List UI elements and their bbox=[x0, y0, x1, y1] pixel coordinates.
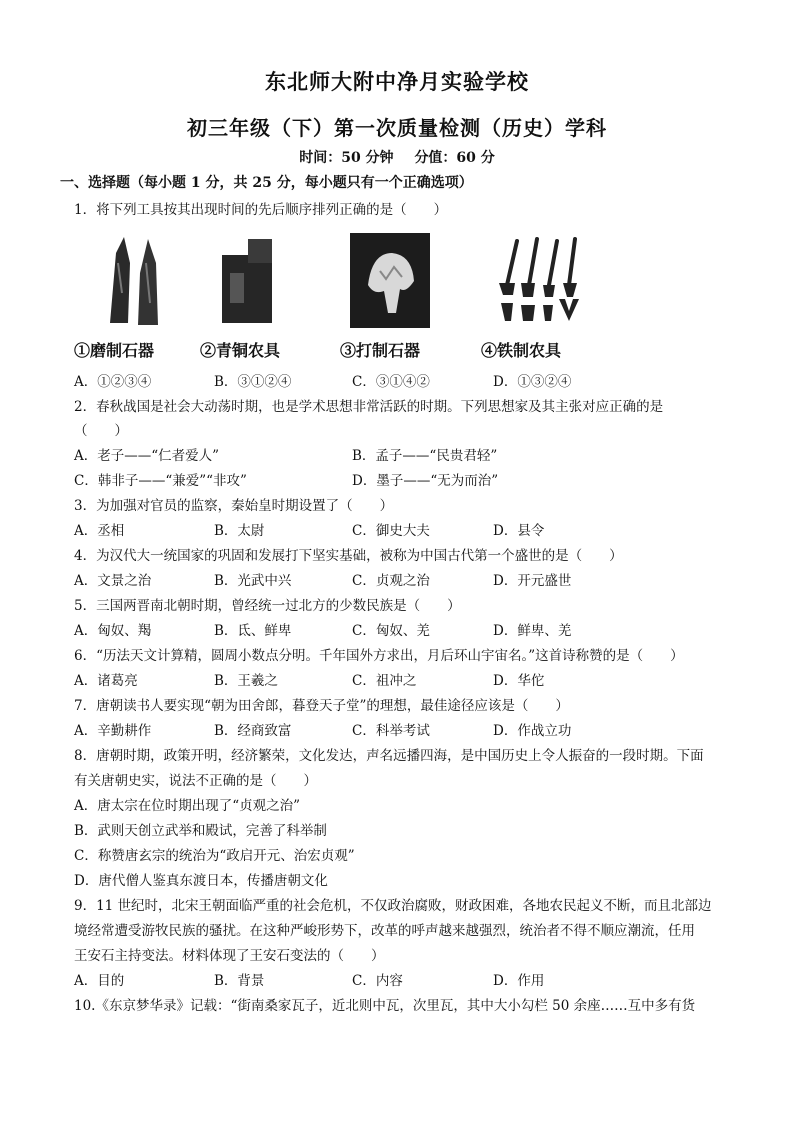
q7-option-d[interactable]: D．作战立功 bbox=[493, 723, 572, 739]
question-2-stem: 2．春秋战国是社会大动荡时期，也是学术思想非常活跃的时期。下列思想家及其主张对应正确的是 bbox=[74, 399, 664, 415]
q4-option-b[interactable]: B．光武中兴 bbox=[214, 573, 292, 589]
question-9-stem-cont2: 王安石主持变法。材料体现了王安石变法的（ ） bbox=[74, 948, 385, 964]
q5-option-d[interactable]: D．鲜卑、羌 bbox=[493, 623, 572, 639]
q2-option-c[interactable]: C．韩非子——“兼爱”“非攻” bbox=[74, 473, 247, 489]
question-3-stem: 3．为加强对官员的监察，秦始皇时期设置了（ ） bbox=[74, 498, 394, 514]
stone-tools-image bbox=[98, 233, 168, 328]
question-7-stem: 7．唐朝读书人要实现“朝为田舍郎，暮登天子堂”的理想，最佳途径应该是（ ） bbox=[74, 698, 569, 714]
chipped-stone-image bbox=[350, 233, 430, 328]
question-8-stem: 8．唐朝时期，政策开明，经济繁荣，文化发达，声名远播四海，是中国历史上令人振奋的一段时期。下面 bbox=[74, 748, 704, 764]
q6-option-a[interactable]: A．诸葛亮 bbox=[74, 673, 138, 689]
q2-option-d[interactable]: D．墨子——“无为而治” bbox=[352, 473, 499, 489]
q9-option-a[interactable]: A．目的 bbox=[74, 973, 125, 989]
question-2-stem-cont: （ ） bbox=[74, 423, 128, 439]
section-heading: 一、选择题（每小题 1 分，共 25 分，每小题只有一个正确选项） bbox=[60, 175, 473, 191]
q7-option-c[interactable]: C．科举考试 bbox=[352, 723, 430, 739]
q4-option-a[interactable]: A．文景之治 bbox=[74, 573, 152, 589]
school-title: 东北师大附中净月实验学校 bbox=[265, 69, 529, 94]
q1-option-c[interactable]: C．③①④② bbox=[352, 374, 430, 390]
exam-time: 时间：50 分钟 bbox=[299, 150, 394, 166]
exam-score: 分值：60 分 bbox=[414, 150, 495, 166]
q1-option-a[interactable]: A．①②③④ bbox=[74, 374, 152, 390]
q4-option-c[interactable]: C．贞观之治 bbox=[352, 573, 430, 589]
question-9-stem: 9．11 世纪时，北宋王朝面临严重的社会危机，不仅政治腐败，财政困难，各地农民起义不断，而且北部边 bbox=[74, 898, 712, 914]
q7-option-a[interactable]: A．辛勤耕作 bbox=[74, 723, 152, 739]
q9-option-c[interactable]: C．内容 bbox=[352, 973, 403, 989]
question-5-stem: 5．三国两晋南北朝时期，曾经统一过北方的少数民族是（ ） bbox=[74, 598, 461, 614]
q5-option-b[interactable]: B．氐、鲜卑 bbox=[214, 623, 292, 639]
q6-option-c[interactable]: C．祖冲之 bbox=[352, 673, 417, 689]
q2-option-b[interactable]: B．孟子——“民贵君轻” bbox=[352, 448, 498, 464]
q2-option-a[interactable]: A．老子——“仁者爱人” bbox=[74, 448, 220, 464]
q5-option-c[interactable]: C．匈奴、羌 bbox=[352, 623, 430, 639]
q8-option-b[interactable]: B．武则天创立武举和殿试，完善了科举制 bbox=[74, 823, 327, 839]
image-caption-1: ①磨制石器 bbox=[74, 341, 155, 360]
q3-option-d[interactable]: D．县令 bbox=[493, 523, 545, 539]
q9-option-b[interactable]: B．背景 bbox=[214, 973, 265, 989]
image-caption-4: ④铁制农具 bbox=[481, 341, 562, 360]
q3-option-b[interactable]: B．太尉 bbox=[214, 523, 265, 539]
q4-option-d[interactable]: D．开元盛世 bbox=[493, 573, 572, 589]
question-8-stem-cont: 有关唐朝史实，说法不正确的是（ ） bbox=[74, 773, 317, 789]
image-caption-3: ③打制石器 bbox=[340, 341, 421, 360]
question-1-stem: 1．将下列工具按其出现时间的先后顺序排列正确的是（ ） bbox=[74, 202, 448, 218]
bronze-tool-image bbox=[218, 233, 280, 328]
q6-option-b[interactable]: B．王羲之 bbox=[214, 673, 278, 689]
q3-option-a[interactable]: A．丞相 bbox=[74, 523, 125, 539]
question-10-stem: 10.《东京梦华录》记载：“街南桑家瓦子，近北则中瓦，次里瓦，其中大小勾栏 50 余座……互中多有货 bbox=[74, 998, 696, 1014]
q7-option-b[interactable]: B．经商致富 bbox=[214, 723, 292, 739]
question-6-stem: 6．“历法天文计算精，圆周小数点分明。千年国外方求出，月后环山宇宙名。”这首诗称赞的是（ ） bbox=[74, 648, 684, 664]
image-caption-2: ②青铜农具 bbox=[200, 341, 281, 360]
exam-title: 初三年级（下）第一次质量检测（历史）学科 bbox=[187, 116, 607, 140]
q9-option-d[interactable]: D．作用 bbox=[493, 973, 545, 989]
q8-option-a[interactable]: A．唐太宗在位时期出现了“贞观之治” bbox=[74, 798, 301, 814]
q3-option-c[interactable]: C．御史大夫 bbox=[352, 523, 430, 539]
q1-option-b[interactable]: B．③①②④ bbox=[214, 374, 292, 390]
q8-option-c[interactable]: C．称赞唐玄宗的统治为“政启开元、治宏贞观” bbox=[74, 848, 355, 864]
q1-option-d[interactable]: D．①③②④ bbox=[493, 374, 572, 390]
question-4-stem: 4．为汉代大一统国家的巩固和发展打下坚实基础，被称为中国古代第一个盛世的是（ ） bbox=[74, 548, 623, 564]
exam-meta bbox=[0, 147, 794, 167]
q6-option-d[interactable]: D．华佗 bbox=[493, 673, 545, 689]
question-9-stem-cont: 境经常遭受游牧民族的骚扰。在这种严峻形势下，改革的呼声越来越强烈，统治者不得不顺应潮流，任用 bbox=[74, 923, 695, 939]
q8-option-d[interactable]: D．唐代僧人鉴真东渡日本，传播唐朝文化 bbox=[74, 873, 328, 889]
iron-tools-image bbox=[493, 233, 585, 328]
q5-option-a[interactable]: A．匈奴、羯 bbox=[74, 623, 152, 639]
